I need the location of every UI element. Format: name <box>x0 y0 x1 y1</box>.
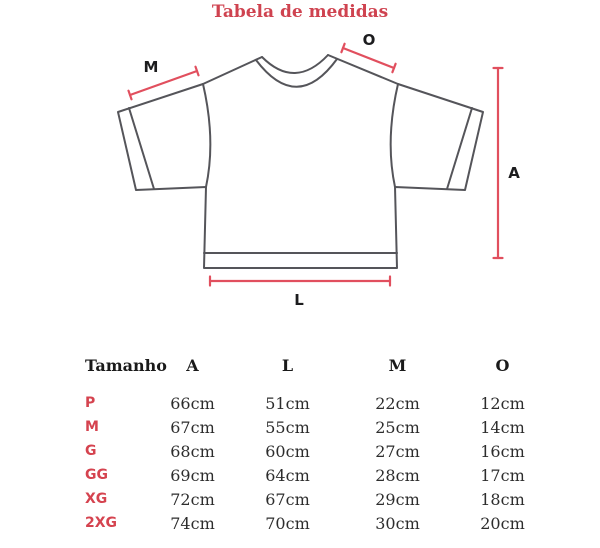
measure-label-m: M <box>143 58 159 76</box>
table-row-xg <box>0 487 600 511</box>
header-o: O <box>495 355 510 375</box>
tshirt-outline <box>118 55 483 268</box>
value-l: 70cm <box>265 513 310 533</box>
header-a: A <box>186 355 199 375</box>
size-label: G <box>85 443 97 459</box>
size-label: 2XG <box>85 515 118 531</box>
value-m: 30cm <box>375 513 420 533</box>
value-l: 51cm <box>265 393 310 413</box>
value-l: 67cm <box>265 489 310 509</box>
value-m: 27cm <box>375 441 420 461</box>
value-o: 20cm <box>480 513 525 533</box>
measure-label-l: L <box>294 291 304 309</box>
table-header-row <box>0 352 600 378</box>
height-measure-line-a <box>494 68 503 258</box>
value-o: 17cm <box>480 465 525 485</box>
width-measure-line-l <box>210 277 390 286</box>
size-label: P <box>85 395 96 411</box>
value-a: 67cm <box>170 417 215 437</box>
value-a: 72cm <box>170 489 215 509</box>
value-l: 64cm <box>265 465 310 485</box>
value-m: 22cm <box>375 393 420 413</box>
value-a: 68cm <box>170 441 215 461</box>
value-o: 16cm <box>480 441 525 461</box>
size-label: M <box>85 419 99 435</box>
table-row-m <box>0 415 600 439</box>
sleeve-measure-line-m <box>129 67 199 100</box>
header-tamanho: Tamanho <box>85 355 167 375</box>
measurements-table <box>0 352 600 535</box>
size-label: GG <box>85 467 108 483</box>
size-label: XG <box>85 491 108 507</box>
table-row-gg <box>0 463 600 487</box>
value-m: 25cm <box>375 417 420 437</box>
value-a: 66cm <box>170 393 215 413</box>
value-o: 12cm <box>480 393 525 413</box>
value-l: 55cm <box>265 417 310 437</box>
table-row-g <box>0 439 600 463</box>
left-armhole-seam <box>203 84 210 187</box>
value-l: 60cm <box>265 441 310 461</box>
value-a: 74cm <box>170 513 215 533</box>
value-m: 28cm <box>375 465 420 485</box>
table-row-2xg <box>0 511 600 535</box>
right-armhole-seam <box>391 84 398 187</box>
header-m: M <box>388 355 407 375</box>
value-m: 29cm <box>375 489 420 509</box>
measure-label-a: A <box>508 164 520 182</box>
collar-inner-arc <box>262 55 328 73</box>
measure-label-o: O <box>362 31 376 49</box>
header-l: L <box>281 355 294 375</box>
table-row-p <box>0 391 600 415</box>
page-title: Tabela de medidas <box>211 2 389 22</box>
value-a: 69cm <box>170 465 215 485</box>
value-o: 14cm <box>480 417 525 437</box>
value-o: 18cm <box>480 489 525 509</box>
